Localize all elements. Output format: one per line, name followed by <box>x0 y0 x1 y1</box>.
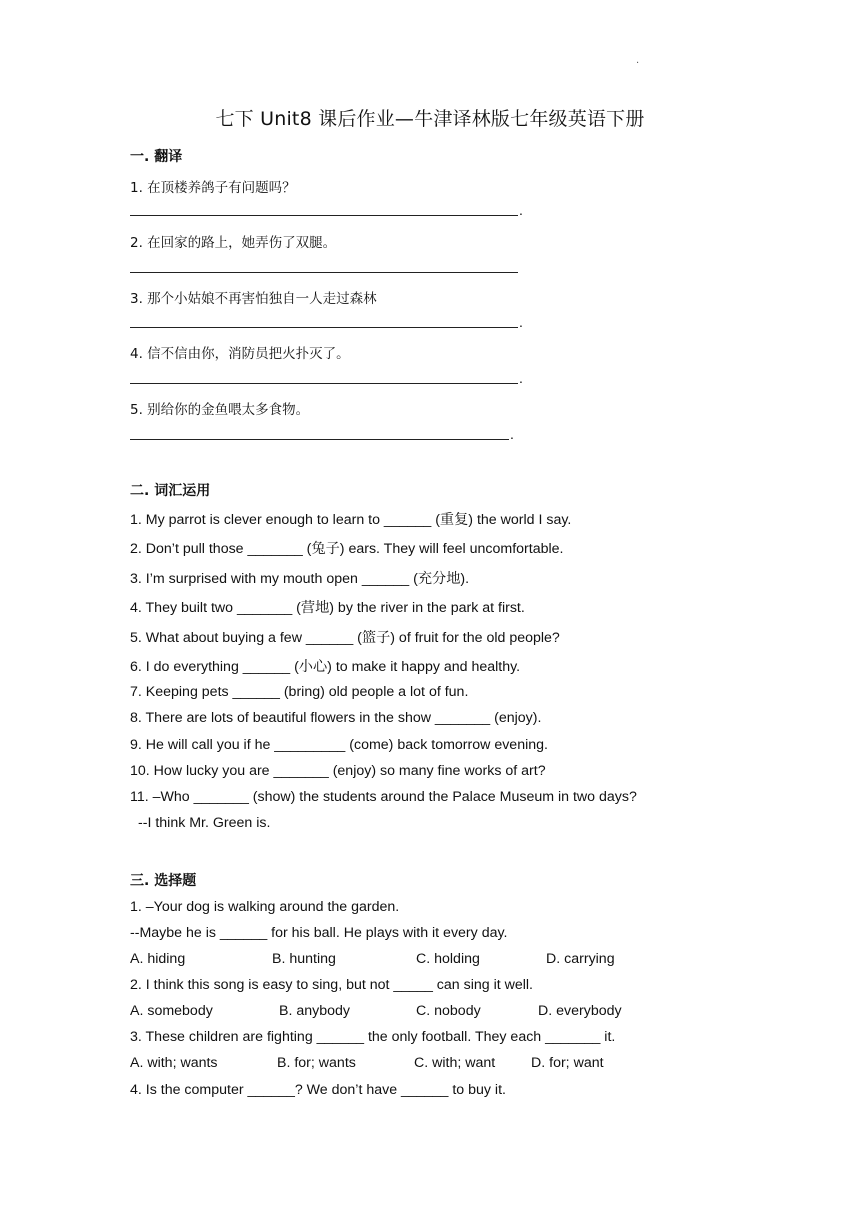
answer-line-4[interactable] <box>130 369 518 384</box>
translation-prompt-2: 2. 在回家的路上，她弄伤了双腿。 <box>130 235 337 251</box>
mc-q2-option-b[interactable]: B. anybody <box>279 1003 350 1019</box>
vocab-item-5: 5. What about buying a few ______ (篮子) of fruit for the old people? <box>130 630 560 646</box>
page-title: 七下 Unit8 课后作业—牛津译林版七年级英语下册 <box>215 108 645 130</box>
answer-line-1[interactable] <box>130 201 518 216</box>
vocab-item-7: 7. Keeping pets ______ (bring) old people a lot of fun. <box>130 684 469 700</box>
vocab-item-4: 4. They built two _______ (营地) by the river in the park at first. <box>130 600 525 616</box>
answer-line-4-period: . <box>519 370 523 386</box>
mc-q1-option-c[interactable]: C. holding <box>416 951 480 967</box>
mc-q3-option-d[interactable]: D. for; want <box>531 1055 604 1071</box>
mc-question-3: 3. These children are fighting ______ the only football. They each _______ it. <box>130 1029 616 1045</box>
vocab-item-11-reply: --I think Mr. Green is. <box>138 815 271 831</box>
vocab-item-1: 1. My parrot is clever enough to learn to ______ (重复) the world I say. <box>130 512 572 528</box>
mc-q2-option-d[interactable]: D. everybody <box>538 1003 622 1019</box>
mc-q1-option-b[interactable]: B. hunting <box>272 951 336 967</box>
mc-q3-option-b[interactable]: B. for; wants <box>277 1055 356 1071</box>
vocab-item-11: 11. –Who _______ (show) the students around the Palace Museum in two days? <box>130 789 637 805</box>
mc-q3-option-a[interactable]: A. with; wants <box>130 1055 218 1071</box>
mc-question-1-line-1: 1. –Your dog is walking around the garden. <box>130 899 400 915</box>
answer-line-3[interactable] <box>130 313 518 328</box>
answer-line-3-period: . <box>519 314 523 330</box>
translation-prompt-1: 1. 在顶楼养鸽子有问题吗？ <box>130 180 296 196</box>
mc-question-2: 2. I think this song is easy to sing, but not _____ can sing it well. <box>130 977 533 993</box>
corner-mark: · <box>636 58 640 69</box>
section-heading-vocabulary: 二. 词汇运用 <box>130 483 211 499</box>
mc-question-4: 4. Is the computer ______? We don’t have ______ to buy it. <box>130 1082 506 1098</box>
section-heading-translation: 一. 翻译 <box>130 149 183 165</box>
answer-line-1-period: . <box>519 202 523 218</box>
answer-line-5-period: . <box>510 426 514 442</box>
section-heading-multiple-choice: 三. 选择题 <box>130 873 197 889</box>
mc-q1-option-d[interactable]: D. carrying <box>546 951 615 967</box>
mc-q2-option-a[interactable]: A. somebody <box>130 1003 213 1019</box>
translation-prompt-4: 4. 信不信由你，消防员把火扑灭了。 <box>130 346 350 362</box>
vocab-item-6: 6. I do everything ______ (小心) to make it happy and healthy. <box>130 659 521 675</box>
answer-line-2[interactable] <box>130 258 518 273</box>
vocab-item-3: 3. I’m surprised with my mouth open ______ (充分地). <box>130 571 470 587</box>
vocab-item-9: 9. He will call you if he _________ (come) back tomorrow evening. <box>130 737 548 753</box>
vocab-item-10: 10. How lucky you are _______ (enjoy) so many fine works of art? <box>130 763 546 779</box>
mc-q1-option-a[interactable]: A. hiding <box>130 951 186 967</box>
mc-q2-option-c[interactable]: C. nobody <box>416 1003 481 1019</box>
vocab-item-8: 8. There are lots of beautiful flowers in the show _______ (enjoy). <box>130 710 542 726</box>
translation-prompt-3: 3. 那个小姑娘不再害怕独自一人走过森林 <box>130 291 377 307</box>
translation-prompt-5: 5. 别给你的金鱼喂太多食物。 <box>130 402 310 418</box>
vocab-item-2: 2. Don’t pull those _______ (兔子) ears. They will feel uncomfortable. <box>130 541 564 557</box>
mc-q3-option-c[interactable]: C. with; want <box>414 1055 496 1071</box>
answer-line-5[interactable] <box>130 425 509 440</box>
mc-question-1-line-2: --Maybe he is ______ for his ball. He plays with it every day. <box>130 925 508 941</box>
